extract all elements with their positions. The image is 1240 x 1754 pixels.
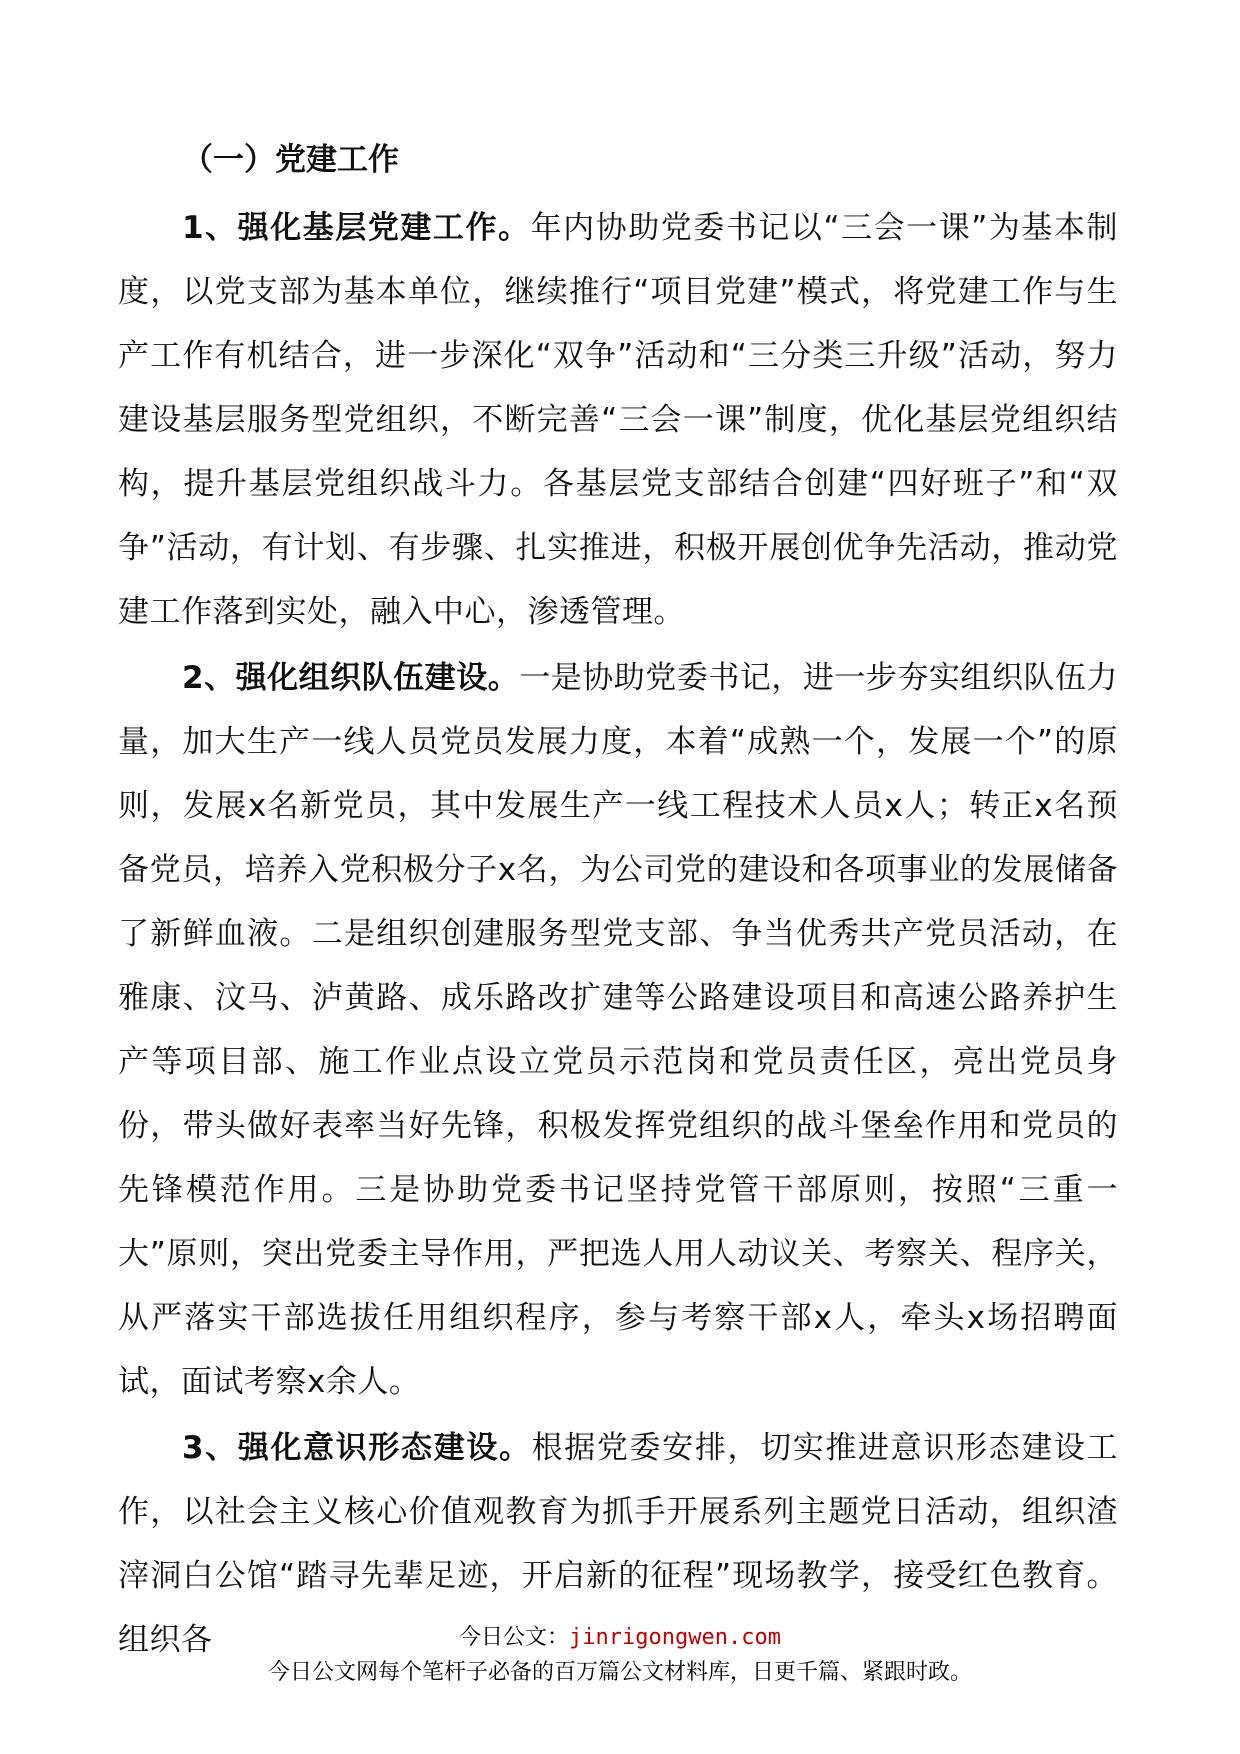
paragraph-1-body: 年内协助党委书记以“三会一课”为基本制度，以党支部为基本单位，继续推行“项目党建”模式，将党建工作与生产工作有机结合，进一步深化“双争”活动和“三分类三升级”活动，努力建设基层服务型党组织，不断完善“三会一课”制度，优化基层党组织结构，提升基层党组织战斗力。各基层党支部结合创建“四好班子”和“双争”活动，有计划、有步骤、扎实推进，积极开展创优争先活动，推动党建工作落到实处，融入中心，渗透管理。 [118, 210, 1118, 630]
paragraph-1-lead: 1、强化基层党建工作。 [182, 210, 531, 246]
paragraph-2-body: 一是协助党委书记，进一步夯实组织队伍力量，加大生产一线人员党员发展力度，本着“成熟一个，发展一个”的原则，发展x名新党员，其中发展生产一线工程技术人员x人；转正x名预备党员，培养入党积极分子x名，为公司党的建设和各项事业的发展储备了新鲜血液。二是组织创建服务型党支部、争当优秀共产党员活动，在雅康、汶马、泸黄路、成乐路改扩建等公路建设项目和高速公路养护生产等项目部、施工作业点设立党员示范岗和党员责任区，亮出党员身份，带头做好表率当好先锋，积极发挥党组织的战斗堡垒作用和党员的先锋模范作用。三是协助党委书记坚持党管干部原则，按照“三重一大”原则，突出党委主导作用，严把选人用人动议关、考察关、程序关，从严落实干部选拔任用组织程序，参与考察干部x人，牵头x场招聘面试，面试考察x余人。 [118, 660, 1118, 1400]
footer-site-link[interactable]: jinrigongwen.com [569, 1625, 781, 1650]
paragraph-2-lead: 2、强化组织队伍建设。 [182, 660, 520, 696]
document-body [118, 128, 1118, 1674]
section-heading: （一）党建工作 [182, 142, 399, 178]
footer-site-label: 今日公文： [459, 1625, 570, 1650]
footer-slogan: 今日公文网每个笔杆子必备的百万篇公文材料库，日更千篇、紧跟时政。 [267, 1660, 972, 1685]
footer-site-line [0, 1620, 1240, 1651]
paragraph-3-body: 根据党委安排，切实推进意识形态建设工作，以社会主义核心价值观教育为抓手开展系列主题党日活动，组织渣滓洞白公馆“踏寻先辈足迹，开启新的征程”现场教学，接受红色教育。组织各 [118, 1430, 1119, 1658]
paragraph-2 [118, 646, 1118, 1414]
paragraph-3-lead: 3、强化意识形态建设。 [182, 1430, 532, 1466]
paragraph-1 [118, 196, 1118, 644]
